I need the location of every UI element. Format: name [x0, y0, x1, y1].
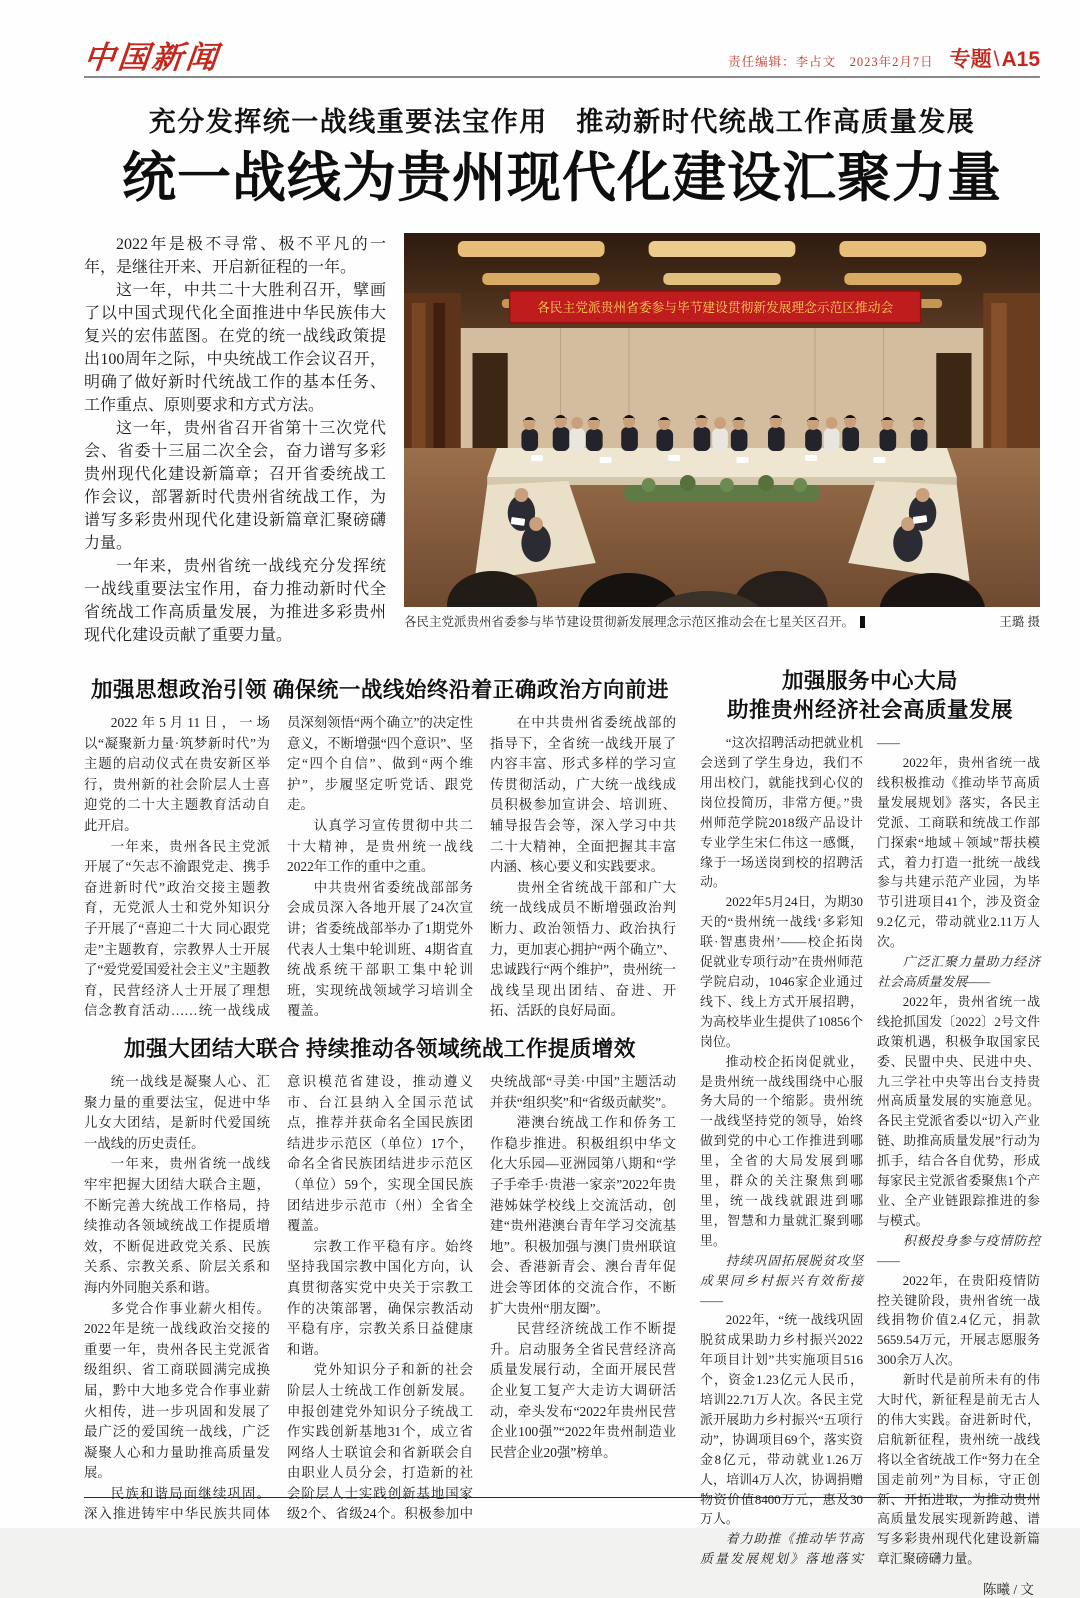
paragraph: 着力助推《推动毕节高质量发展规划》落地落实—— — [700, 736, 900, 1567]
byline: 陈曦 / 文 — [982, 1582, 1034, 1598]
bottom-rule — [84, 1497, 1040, 1498]
section-service-title — [700, 667, 1040, 725]
paragraph: 港澳台统战工作和侨务工作稳步推进。积极组织中华文化大乐园—亚洲园第八期和“学子手牵手·贵港一家亲”2022年贵港姊妹学校线上交流活动，创建“贵州港澳台青年学习交流基地”。积极加强与澳门贵州联谊会、香港新青会、澳台青年促进会等团体的交流合作，不断扩大贵州“朋友圈”。 — [490, 1115, 676, 1316]
paragraph: 2022年，贵州省统一战线积极推动《推动毕节高质量发展规划》落实，各民主党派、工商联和统战工作部门探索“地域＋领域”帮扶模式，着力打造一批统一战线参与共建示范产业园，为毕节引进项目41个，涉及资金9.2亿元，带动就业2.11万人次。 — [877, 756, 1040, 950]
header-right — [728, 43, 1040, 73]
photo-caption: 各民主党派贵州省委参与毕节建设贯彻新发展理念示范区推动会在七星关区召开。 — [404, 615, 855, 630]
left-sections — [84, 663, 676, 1598]
main-headline: 统一战线为贵州现代化建设汇聚力量 — [122, 148, 1002, 208]
content-grid — [84, 663, 1040, 1598]
paragraph: 中共贵州省委统战部部务会成员深入各地开展了24次宣讲；省委统战部举办了1期党外代表人士集中轮训班、4期省直统战系统干部职工集中轮训班，实现统战领域学习培训全覆盖。 — [287, 879, 473, 1019]
photo-caption-row — [404, 614, 1040, 632]
section-service-title-line2: 助推贵州经济社会高质量发展 — [726, 698, 1013, 723]
caption-end-mark — [860, 616, 865, 628]
section-unity-title: 加强大团结大联合 持续推动各领域统战工作提质增效 — [124, 1037, 636, 1061]
paragraph: 2022年，“统一战线巩固脱贫成果助力乡村振兴2022年项目计划”共实施项目516个，资金1.23亿元人民币，培训22.71万人次。各民主党派开展助力乡村振兴“五项行动”，协调项目69个，落实资金8亿元，带动就业1.26万人，培训4万人次，协调捐赠物资价值8400万元，惠及30万人。 — [700, 1313, 863, 1527]
paragraph: 贵州全省统战干部和广大统一战线成员不断增强政治判断力、政治领悟力、政治执行力，更加衷心拥护“两个确立”、忠诚践行“两个维护”，贵州统一战线呈现出团结、奋进、开拓、活跃的良好局面。 — [490, 879, 676, 1019]
page-label — [950, 43, 1040, 73]
section-service-title-line1: 加强服务中心大局 — [781, 669, 958, 694]
page-number: A15 — [1001, 48, 1040, 71]
paragraph: 多党合作事业薪火相传。2022年是统一战线政治交接的重要一年，贵州各民主党派省级组织、省工商联圆满完成换届，黔中大地多党合作事业薪火相传，进一步巩固和发展了最广泛的爱国统一战线，广泛凝聚人心和力量助推高质量发展。 — [84, 1300, 270, 1481]
paragraph: 这一年，贵州省召开省第十三次党代会、省委十三届二次全会，奋力谱写多彩贵州现代化建设新篇章；召开省委统战工作会议，部署新时代贵州省统战工作，为谱写多彩贵州现代化建设新篇章汇聚磅礴力量。 — [84, 420, 386, 553]
page-label-divider: \ — [993, 48, 1000, 71]
section-unity-body — [84, 1072, 676, 1525]
paragraph: 党外知识分子和新的社会阶层人士统战工作创新发展。申报创建党外知识分子统战工作实践创新基地31个，成立省网络人士联谊会和省新联会自由职业人员分会，打造新的社会阶层人士实践创新基地国家级2个、省级24个。积极参加中央统战部“寻美·中国”主题活动并获“组织奖”和“省级贡献奖”。 — [287, 1074, 676, 1522]
paragraph: 一年来，贵州各民主党派开展了“矢志不渝跟党走、携手奋进新时代”政治交接主题教育，无党派人士和党外知识分子开展了“喜迎二十大 同心跟党走”主题教育，宗教界人士开展了“爱党爱国爱社会主义”主题教育，民营经济人士开展了理想信念教育活动……统一战线成员深刻领悟“两个确立”的决定性意义，不断增强“四个意识”、坚定“四个自信”、做到“两个维护”，步履坚定听党话、跟党走。 — [84, 715, 473, 1019]
paragraph: 民营经济统战工作不断提升。启动服务全省民营经济高质量发展行动，全面开展民营企业复工复产大走访大调研活动，牵头发布“2022年贵州民营企业100强”“2022年贵州制造业民营企业20强”榜单。 — [490, 1321, 676, 1460]
paragraph: 一年来，贵州省统一战线充分发挥统一战线重要法宝作用，奋力推动新时代全省统战工作高质量发展，为推进多彩贵州现代化建设贡献了重要力量。 — [84, 558, 386, 645]
section-service — [700, 663, 1040, 1598]
paragraph: 在中共贵州省委统战部的指导下，全省统一战线开展了内容丰富、形式多样的学习宣传贯彻活动，广大统一战线成员积极参加宣讲会、培训班、辅导报告会等，深入学习中共二十大精神，全面把握其丰富内涵、核心要义和实践要求。 — [490, 715, 676, 875]
masthead-logo: 中国新闻 — [82, 40, 222, 75]
photo-banner — [510, 291, 921, 323]
paragraph: 广泛汇聚力量助力经济社会高质量发展—— — [877, 955, 1040, 989]
intro-column — [84, 233, 386, 647]
paragraph: 2022年5月24日，为期30天的“贵州统一战线‘多彩知联·智惠贵州’——校企拓岗促就业专项行动”在贵州师范学院启动，1046家企业通过线下、线上方式开展招聘，为高校毕业生提供了10856个岗位。 — [700, 895, 863, 1049]
photo-block — [404, 233, 1040, 647]
photo-banner-text: 各民主党派贵州省委参与毕节建设贯彻新发展理念示范区推动会 — [537, 299, 894, 316]
section-politics-title: 加强思想政治引领 确保统一战线始终沿着正确政治方向前进 — [91, 678, 669, 703]
paragraph: 持续巩固拓展脱贫攻坚成果同乡村振兴有效衔接—— — [700, 1253, 863, 1308]
paragraph: 2022年，贵州省统一战线抢抓国发〔2022〕2号文件政策机遇，积极争取国家民委、民盟中央、民进中央、九三学社中央等出台支持贵州高质量发展的实施意见。各民主党派省委以“切入产业链、助推高质量发展”行动为抓手，结合各自优势，形成每家民主党派省委聚焦1个产业、全产业链跟踪推进的参与模式。 — [877, 994, 1040, 1228]
lead-block — [84, 233, 1040, 647]
paragraph: 一年来，贵州省统一战线牢牢把握大团结大联合主题，不断完善大统战工作格局，持续推动各领域统战工作提质增效，不断促进政党关系、民族关系、宗教关系、阶层关系和海内外同胞关系和谐。 — [84, 1156, 270, 1295]
section-service-body — [700, 734, 1040, 1570]
paragraph: “这次招聘活动把就业机会送到了学生身边，我们不用出校门，就能找到心仪的岗位投简历，非常方便。”贵州师范学院2018级产品设计专业学生宋仁伟这一感慨，缘于一场送岗到校的招聘活动。 — [700, 736, 863, 890]
paragraph: 统一战线是凝聚人心、汇聚力量的重要法宝，促进中华儿女大团结，是新时代爱国统一战线的历史责任。 — [84, 1074, 270, 1151]
paragraph: 新时代是前所未有的伟大时代，新征程是前无古人的伟大实践。奋进新时代，启航新征程，贵州统一战线将以全省统战工作“努力在全国走前列”为目标，守正创新、开拓进取，为推动贵州高质量发展实现新跨越、谱写多彩贵州现代化建设新篇章汇聚磅礴力量。 — [877, 1373, 1040, 1567]
editor-line: 责任编辑：李占文 2023年2月7日 — [728, 55, 934, 69]
paragraph: 2022年，在贵阳疫情防控关键阶段，贵州省统一战线捐物价值2.4亿元，捐款5659.54万元，开展志愿服务300余万人次。 — [877, 1273, 1040, 1368]
conference-photo — [404, 233, 1040, 607]
paragraph: 2022年5月11日，一场以“凝聚新力量·筑梦新时代”为主题的启动仪式在贵安新区举行，贵州新的社会阶层人士喜迎党的二十大主题教育活动自此开启。 — [84, 715, 270, 834]
kicker-headline: 充分发挥统一战线重要法宝作用 推动新时代统战工作高质量发展 — [148, 107, 976, 137]
paragraph: 宗教工作平稳有序。始终坚持我国宗教中国化方向，认真贯彻落实党中央关于宗教工作的决策部署，确保宗教活动平稳有序，宗教关系日益健康和谐。 — [287, 1238, 473, 1357]
section-politics-body — [84, 713, 676, 1022]
paragraph: 认真学习宣传贯彻中共二十大精神，是贵州统一战线2022年工作的重中之重。 — [287, 818, 473, 875]
page-header — [84, 42, 1040, 78]
paragraph: 民族和谐局面继续巩固。深入推进铸牢中华民族共同体意识模范省建设，推动遵义市、台江县纳入全国示范试点，推荐并获命名全国民族团结进步示范区（单位）17个，命名全省民族团结进步示范区（单位）59个，实现全国民族团结进步示范市（州）全省全覆盖。 — [84, 1074, 473, 1522]
photo-credit: 王璐 摄 — [999, 615, 1040, 630]
paragraph: 积极投身参与疫情防控—— — [877, 1233, 1040, 1268]
paragraph: 推动校企拓岗促就业，是贵州统一战线围绕中心服务大局的一个缩影。贵州统一战线坚持党的领导，始终做到党的中心工作推进到哪里，全省的大局发展到哪里，群众的关注聚焦到哪里，统一战线就跟进到哪里，智慧和力量就汇聚到哪里。 — [700, 1054, 863, 1248]
paragraph: 这一年，中共二十大胜利召开，擘画了以中国式现代化全面推进中华民族伟大复兴的宏伟蓝图。在党的统一战线政策提出100周年之际，中央统战工作会议召开，明确了做好新时代统战工作的基本任务、工作重点、原则要求和方式方法。 — [84, 282, 386, 415]
paragraph: 2022年是极不寻常、极不平凡的一年，是继往开来、开启新征程的一年。 — [84, 236, 386, 277]
section-label: 专题 — [949, 48, 992, 71]
